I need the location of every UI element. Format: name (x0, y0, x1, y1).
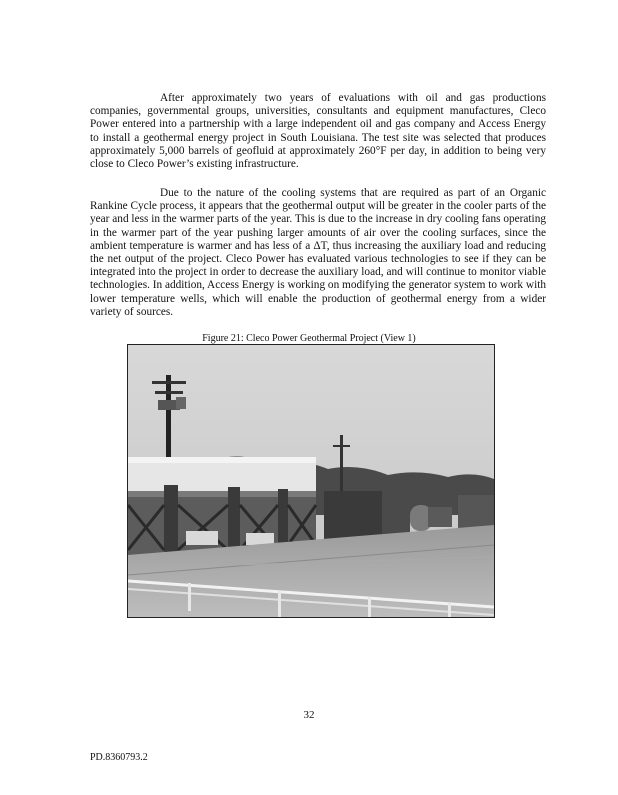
figure-caption: Figure 21: Cleco Power Geothermal Project (View 1) (202, 333, 416, 344)
document-id: PD.8360793.2 (90, 752, 148, 763)
paragraph-project-partnership: After approximately two years of evaluations with oil and gas productions companies, governmental groups, universities, consultants and equipment manufactures, Cleco Power entered into a partnership with a large independent oil and gas company and Access Energy to install a geothermal energy project in South Louisiana. The test site was selected that produces approximately 5,000 barrels of geofluid at approximately 260°F per day, in addition to being very close to Cleco Power’s existing infrastructure. (90, 92, 546, 171)
geothermal-project-photo (127, 344, 495, 618)
paragraph-cooling-systems: Due to the nature of the cooling systems that are required as part of an Organic Rankine Cycle process, it appears that the geothermal output will be greater in the cooler parts of the year and less in the warmer parts of the year. This is due to the increase in dry cooling fans operating in the warmer part of the year pushing larger amounts of air over the cooling surfaces, since the ambient temperature is warmer and has less of a ΔT, thus increasing the auxiliary load and reducing the net output of the project. Cleco Power has evaluated various technologies to see if they can be integrated into the project in order to decrease the auxiliary load, and will continue to monitor viable technologies. In addition, Access Energy is working on modifying the generator system to work with lower temperature wells, which will enable the production of geothermal energy from a wider variety of sources. (90, 187, 546, 318)
page-number: 32 (303, 709, 315, 721)
